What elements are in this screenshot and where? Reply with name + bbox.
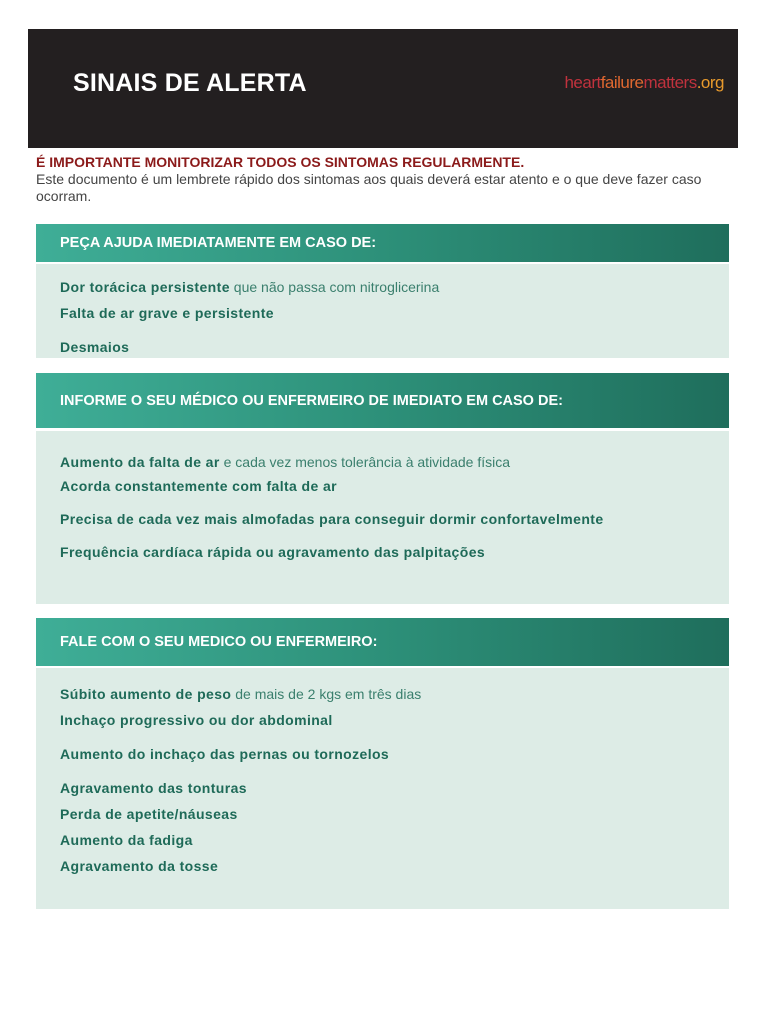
symptom-item — [60, 806, 238, 822]
symptom-item — [60, 832, 193, 848]
section-body-inform — [36, 431, 729, 604]
symptom-name: Aumento da falta de ar — [60, 454, 220, 470]
symptom-name: Frequência cardíaca rápida ou agravamento das palpitações — [60, 544, 486, 560]
logo — [564, 73, 724, 93]
symptom-name: Precisa de cada vez mais almofadas para conseguir dormir confortavelmente — [60, 511, 604, 527]
intro — [36, 154, 736, 205]
symptom-item — [60, 339, 129, 355]
symptom-detail: que não passa com nitroglicerina — [233, 279, 440, 295]
logo-part: .org — [696, 73, 724, 92]
symptom-item — [60, 305, 274, 321]
section-header-urgent: PEÇA AJUDA IMEDIATAMENTE EM CASO DE: — [36, 224, 729, 262]
symptom-name: Acorda constantemente com falta de ar — [60, 478, 337, 494]
section-body-urgent — [36, 264, 729, 358]
logo-part: matters — [643, 73, 697, 92]
symptom-name: Desmaios — [60, 339, 130, 355]
symptom-item — [60, 279, 439, 295]
symptom-name: Aumento do inchaço das pernas ou tornozelos — [60, 746, 390, 762]
logo-part: failure — [600, 73, 644, 92]
header-banner — [28, 29, 738, 148]
symptom-item — [60, 544, 485, 560]
logo-part: heart — [564, 73, 601, 92]
section-header-talk: FALE COM O SEU MEDICO OU ENFERMEIRO: — [36, 618, 729, 666]
intro-text: Este documento é um lembrete rápido dos sintomas aos quais deverá estar atento e o que deve fazer caso ocorram. — [36, 171, 702, 204]
symptom-name: Inchaço progressivo ou dor abdominal — [60, 712, 333, 728]
symptom-name: Dor torácica persistente — [60, 279, 230, 295]
symptom-name: Agravamento das tonturas — [60, 780, 247, 796]
symptom-name: Aumento da fadiga — [60, 832, 193, 848]
intro-heading: É IMPORTANTE MONITORIZAR TODOS OS SINTOMAS REGULARMENTE. — [36, 154, 525, 170]
symptom-item — [60, 780, 247, 796]
section-body-talk — [36, 668, 729, 909]
symptom-name: Falta de ar grave e persistente — [60, 305, 274, 321]
symptom-item — [60, 746, 389, 762]
section-header-inform: INFORME O SEU MÉDICO OU ENFERMEIRO DE IMEDIATO EM CASO DE: — [36, 373, 729, 428]
symptom-item — [60, 712, 333, 728]
symptom-item — [60, 686, 421, 702]
symptom-item — [60, 478, 337, 494]
page-title: SINAIS DE ALERTA — [73, 69, 307, 97]
symptom-name: Agravamento da tosse — [60, 858, 219, 874]
symptom-item — [60, 454, 510, 470]
symptom-item — [60, 511, 604, 527]
symptom-name: Perda de apetite/náuseas — [60, 806, 238, 822]
symptom-detail: e cada vez menos tolerância à atividade física — [223, 454, 510, 470]
symptom-detail: de mais de 2 kgs em três dias — [235, 686, 422, 702]
symptom-item — [60, 858, 218, 874]
symptom-name: Súbito aumento de peso — [60, 686, 232, 702]
